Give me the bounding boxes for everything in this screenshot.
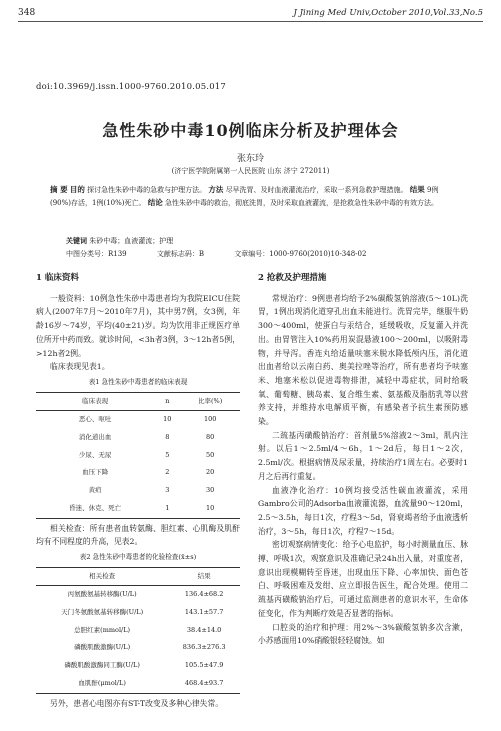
table-cell: 143.1±57.7 — [184, 608, 224, 617]
header-rule — [18, 21, 483, 22]
keywords-text: 朱砂中毒；血液灌流；护理 — [89, 237, 174, 245]
table-cell: 1 — [165, 503, 170, 512]
table-row — [36, 622, 240, 640]
table-cell: 丙氨酸氨基转移酶(U/L) — [67, 590, 137, 599]
doi: doi:10.3969/j.issn.1000-9760.2010.05.017 — [36, 82, 227, 92]
table-cell: 38.4±14.0 — [186, 625, 222, 634]
table-cell: 836.3±276.3 — [182, 643, 226, 652]
table-cell: 恶心、呕吐 — [78, 415, 112, 424]
article-title: 急性朱砂中毒10例临床分析及护理体会 — [102, 121, 399, 140]
table1-header: n — [165, 396, 170, 405]
table1 — [36, 392, 240, 519]
table-row — [36, 675, 240, 693]
table-cell: 468.4±93.7 — [184, 678, 224, 687]
table-cell: 136.4±68.2 — [184, 590, 224, 599]
table-cell: 10 — [163, 415, 172, 424]
table-row — [36, 464, 240, 482]
method-label: 方法 — [208, 185, 224, 194]
dmps-treatment-paragraph: 二巯基丙磺酸钠治疗：首剂量5%溶液2～3ml，肌内注射。以后1～2.5ml/4～6h，1～2d后，每日1～2次，2.5ml/次。根据病情及尿汞量，持续治疗1周左右。必要时1月之后再行重复。 — [258, 430, 468, 481]
author: 张东玲 — [236, 154, 264, 164]
page-number: 348 — [18, 8, 36, 18]
result-label: 结果 — [409, 185, 425, 194]
right-column — [258, 272, 468, 648]
table-cell: 20 — [206, 468, 215, 477]
table-row — [36, 586, 240, 604]
table-row — [36, 447, 240, 465]
table1-header: 比率(%) — [198, 396, 223, 405]
lab-tests-paragraph: 相关检查：所有患者血转氨酶、胆红素、心肌酶及肌酐均有不同程度的升高，见表2。 — [36, 523, 240, 547]
conclusion-label: 结论 — [147, 197, 163, 207]
table-row — [36, 482, 240, 500]
table-cell: 黄疸 — [88, 486, 102, 495]
table2-caption: 表2 急性朱砂中毒患者的化验检查(x̄±s) — [79, 552, 197, 561]
method-text: 尽早洗胃、及时血液灌流治疗，采取一系列急救护理措施。 — [225, 186, 408, 194]
table-cell: 少尿、无尿 — [78, 450, 112, 459]
table-cell: 昏迷、休克、死亡 — [69, 503, 122, 512]
section-1-title: 1 临床资料 — [36, 273, 79, 283]
table-cell: 8 — [165, 433, 170, 442]
table-row — [36, 657, 240, 675]
table-row — [36, 639, 240, 657]
table1-header: 临床表现 — [82, 396, 109, 405]
abstract-label: 摘 要 — [50, 185, 68, 194]
affiliation: (济宁医学院附属第一人民医院 山东 济宁 272011) — [171, 167, 330, 175]
table-cell: 2 — [165, 468, 170, 477]
table-cell: 80 — [206, 433, 215, 442]
blood-purification-paragraph: 血液净化治疗：10例均接受活性碳血液灌流，采用Gambro公司的Adsorba血液灌流器，血流量90～120ml，2.5～3.5h，每日1次，疗程3～5d，肾衰竭者给予血液透析治疗，3～5h，每日1次，疗程7～15d。 — [258, 485, 468, 536]
table2-header: 结果 — [197, 571, 211, 580]
table1-caption: 表1 急性朱砂中毒患者的临床表现 — [88, 377, 188, 386]
conclusion-text: 急性朱砂中毒的救治，彻底洗胃，及时采取血液灌流，是抢救急性朱砂中毒的有效方法。 — [164, 198, 438, 207]
ecg-paragraph: 另外，患者心电图亦有ST-T改变及多种心律失常。 — [50, 698, 224, 708]
journal-header: J Jining Med Univ,October 2010,Vol.33,No.5 — [293, 8, 483, 18]
table-row — [36, 604, 240, 622]
table-cell: 30 — [206, 486, 215, 495]
table-cell: 磷酸肌酸激酶同工酶(U/L) — [64, 661, 140, 670]
section-2-title: 2 抢救及护理措施 — [258, 273, 327, 283]
clc-number: 中图分类号：R139 — [66, 250, 127, 258]
clinical-manifest-paragraph: 临床表现见表1。 — [50, 362, 110, 372]
table-cell: 50 — [206, 450, 215, 459]
article-id: 文章编号：1000-9760(2010)10-348-02 — [234, 250, 367, 258]
classification — [66, 249, 394, 259]
table-cell: 5 — [165, 450, 170, 459]
table2-header: 相关检查 — [89, 571, 116, 580]
table-cell: 总胆红素(mmol/L) — [74, 625, 131, 634]
table-row — [36, 500, 240, 518]
table-cell: 105.5±47.9 — [184, 661, 224, 670]
stomatitis-paragraph: 口腔炎的治疗和护理：用2%～3%碳酸氢钠多次含漱，小苏感面用10%硝酸银轻轻腐蚀。如 — [258, 622, 468, 646]
table-cell: 磷酸肌酸激酶(U/L) — [74, 643, 131, 652]
left-column — [36, 272, 240, 710]
objective-text: 探讨急性朱砂中毒的急救与护理方法。 — [87, 186, 207, 194]
abstract — [50, 184, 451, 209]
table-cell: 血压下降 — [82, 468, 109, 477]
keywords-label: 关键词 — [66, 236, 87, 245]
objective-label: 目的 — [69, 185, 85, 194]
table-row — [36, 411, 240, 429]
table-cell: 3 — [165, 486, 170, 495]
routine-treatment-paragraph: 常规治疗：9例患者均给予2%碳酸氢钠溶液(5～10L)洗胃，1例出现消化道穿孔出血未能进行。洗胃完毕，继服牛奶300～400ml，使蛋白与汞结合，延缓吸收，反复灌入并洗出。由胃管注入10%药用炭混悬液100～200ml，以吸附毒物，并导泻。香连丸给适量呋塞米脱水降低颅内压，消化道出血者给以云南白药、奥美拉唑等治疗，所有患者均予呋塞米、地塞米松以促进毒物排泄，减轻中毒症状，同时给吸氧、葡萄糖、胰岛素、复合维生素、氨基酸及脂肪乳等以营养支持，并维持水电解质平衡，有感染者予抗生素预防感染。 — [258, 293, 468, 427]
table-cell: 100 — [203, 415, 217, 424]
result-text: 9例(90%)存活，1例(10%)死亡。 — [50, 186, 439, 207]
table-cell: 天门冬氨酸氨基转移酶(U/L) — [61, 608, 144, 617]
table-cell: 消化道出血 — [78, 433, 112, 442]
keywords — [66, 236, 173, 246]
table2 — [36, 567, 240, 694]
table-cell: 10 — [206, 503, 215, 512]
table-row — [36, 429, 240, 447]
observation-paragraph: 密切观察病情变化：给予心电监护，每小时测量血压、脉搏、呼吸1次，观察意识及准确记录24h出入量，对重度者，意识出现模糊转至昏迷，出现血压下降、心率加快、面色苍白、呼吸困难及发绀、应立即报告医生，配合处理。使用二巯基丙磺酸钠治疗后，可通过监测患者的意识水平，生命体征变化，作为判断疗效是否显著的指标。 — [258, 540, 468, 618]
table-cell: 血肌酐(μmol/L) — [78, 678, 126, 687]
general-info-paragraph: 一般资料：10例急性朱砂中毒患者均为我院EICU住院病人(2007年7月～2010年7月)，其中男7例，女3例，年龄16岁～74岁，平均(40±21)岁。均为饮用非正规医疗单位所开中药而致。就诊时间，<3h者3例，3～12h者5例，>12h者2例。 — [36, 293, 240, 358]
doc-code: 文献标志码：B — [156, 250, 205, 258]
